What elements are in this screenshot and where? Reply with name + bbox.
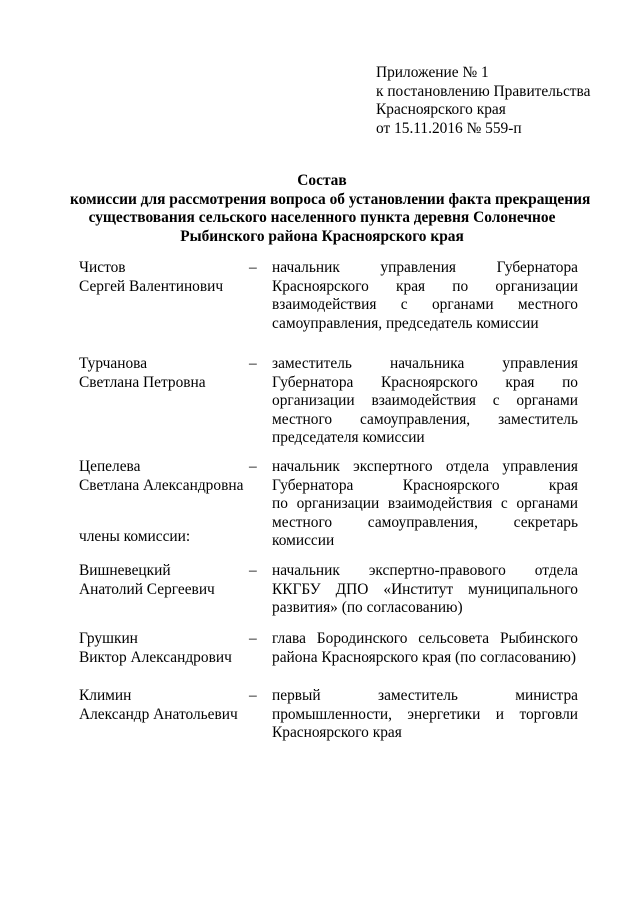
member-surname: Климин xyxy=(79,687,132,704)
dash-separator: – xyxy=(249,562,257,579)
role-line: Губернатора Красноярского края xyxy=(272,476,578,494)
dash-separator: – xyxy=(249,458,257,475)
role-line: Красноярского края по организации xyxy=(272,277,578,295)
role-line: первый заместитель министра xyxy=(272,687,578,704)
member-surname: Турчанова xyxy=(79,355,148,372)
role-line: по организации взаимодействия с органами xyxy=(272,495,578,512)
role-line: Губернатора Красноярского края по xyxy=(272,373,578,391)
role-line: начальник экспертно-правового отдела xyxy=(272,562,578,579)
member-role xyxy=(272,259,578,333)
document-title xyxy=(70,172,591,246)
member-name xyxy=(79,562,215,599)
role-line: района Красноярского края (по согласованию) xyxy=(272,648,577,666)
member-surname: Цепелева xyxy=(79,458,141,475)
role-line: заместитель начальника управления xyxy=(272,355,578,372)
member-given-name: Анатолий Сергеевич xyxy=(79,580,215,598)
title-line: существования сельского населенного пункта деревня Солонечное xyxy=(88,209,556,226)
role-line: самоуправления, председатель комиссии xyxy=(272,314,539,332)
member-given-name: Светлана Александровна xyxy=(79,476,244,494)
member-role xyxy=(272,355,578,448)
dash-separator: – xyxy=(249,259,257,276)
members-label: члены комиссии: xyxy=(79,528,191,545)
title-line: комиссии для рассмотрения вопроса об установлении факта прекращения xyxy=(70,190,591,208)
member-given-name: Сергей Валентинович xyxy=(79,277,224,295)
appendix-line: к постановлению Правительства xyxy=(376,82,591,100)
role-line: развития» (по согласованию) xyxy=(272,599,463,616)
role-line: местного самоуправления, заместитель xyxy=(272,410,578,428)
member-given-name: Светлана Петровна xyxy=(79,373,206,391)
member-role xyxy=(272,458,578,551)
appendix-line: Красноярского края xyxy=(376,101,506,118)
member-given-name: Виктор Александрович xyxy=(79,648,232,666)
role-line: Красноярского края xyxy=(272,724,402,741)
member-name xyxy=(79,687,238,724)
member-given-name: Александр Анатольевич xyxy=(79,705,238,723)
member-name xyxy=(79,259,223,296)
role-line: председателя комиссии xyxy=(272,429,425,446)
role-line: местного самоуправления, секретарь комиссии xyxy=(272,513,578,549)
role-line: промышленности, энергетики и торговли xyxy=(272,705,578,723)
dash-separator: – xyxy=(249,687,257,704)
role-line: взаимодействия с органами местного xyxy=(272,296,578,313)
member-role xyxy=(272,687,578,743)
role-line: ККГБУ ДПО «Институт муниципального xyxy=(272,580,578,598)
title-line: Состав xyxy=(297,172,347,189)
role-line: организации взаимодействия с органами xyxy=(272,392,578,409)
appendix-block xyxy=(376,64,590,138)
member-role xyxy=(272,562,578,618)
appendix-line: Приложение № 1 xyxy=(376,64,489,81)
role-line: начальник управления Губернатора xyxy=(272,259,578,276)
member-role xyxy=(272,630,578,667)
role-line: начальник экспертного отдела управления xyxy=(272,458,578,475)
member-surname: Вишневецкий xyxy=(79,562,171,579)
member-name xyxy=(79,458,243,495)
title-line: Рыбинского района Красноярского края xyxy=(180,227,464,245)
member-name xyxy=(79,630,232,667)
member-surname: Чистов xyxy=(79,259,126,276)
dash-separator: – xyxy=(249,355,257,372)
role-line: глава Бородинского сельсовета Рыбинского xyxy=(272,630,578,647)
member-name xyxy=(79,355,206,392)
member-surname: Грушкин xyxy=(79,630,138,647)
appendix-line: от 15.11.2016 № 559-п xyxy=(376,119,522,137)
dash-separator: – xyxy=(249,630,257,647)
